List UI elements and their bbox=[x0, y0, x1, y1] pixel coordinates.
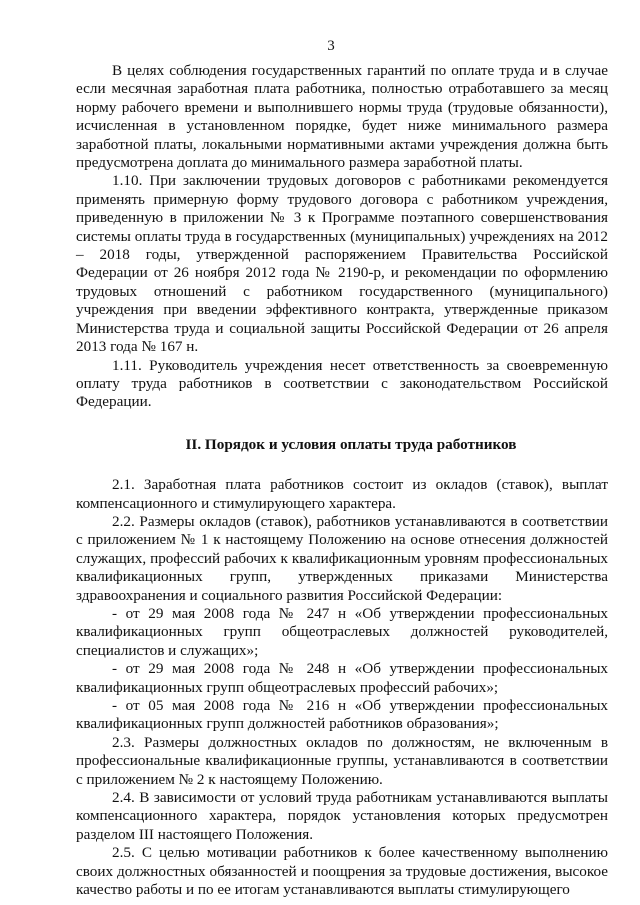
page-number: 3 bbox=[327, 38, 335, 54]
paragraph-min-wage: В целях соблюдения государственных гарантий по оплате труда и в случае если месячная заработная плата работника, полностью отработавшего за месяц норму рабочего времени и выполнившего нормы труда (трудовые обязанности), исчисленная в установленном порядке, будет ниже минимального размера заработной платы, локальными нормативными актами учреждения должна быть предусмотрена доплата до минимального размера заработной платы. bbox=[76, 62, 608, 172]
section-heading: II. Порядок и условия оплаты труда работников bbox=[185, 435, 517, 453]
paragraph-2-1: 2.1. Заработная плата работников состоит из окладов (ставок), выплат компенсационного и стимулирующего характера. bbox=[76, 476, 608, 512]
paragraph-2-2: 2.2. Размеры окладов (ставок), работников устанавливаются в соответствии с приложением № 1 к настоящему Положению на основе отнесения должностей служащих, профессий рабочих к квалификационным уровням профессиональных квалификационных групп, утвержденных приказами Министерства здравоохранения и социального развития Российской Федерации: bbox=[76, 512, 608, 604]
list-item-order-248n: - от 29 мая 2008 года № 248 н «Об утверждении профессиональных квалификационных групп общеотраслевых профессий рабочих»; bbox=[76, 660, 608, 696]
paragraph-2-5: 2.5. С целью мотивации работников к более качественному выполнению своих должностных обязанностей и поощрения за трудовые достижения, высокое качество работы и по ее итогам устанавливаются выплаты стимулирующего bbox=[76, 844, 608, 899]
paragraph-2-3: 2.3. Размеры должностных окладов по должностям, не включенным в профессиональные квалификационные группы, устанавливаются в соответствии с приложением № 2 к настоящему Положению. bbox=[76, 733, 608, 788]
document-body bbox=[76, 62, 608, 899]
paragraph-1-11: 1.11. Руководитель учреждения несет ответственность за своевременную оплату труда работников в соответствии с законодательством Российской Федерации. bbox=[76, 356, 608, 411]
paragraph-2-4: 2.4. В зависимости от условий труда работникам устанавливаются выплаты компенсационного характера, порядок установления которых предусмотрен разделом III настоящего Положения. bbox=[76, 789, 608, 843]
list-item-order-247n: - от 29 мая 2008 года № 247 н «Об утверждении профессиональных квалификационных групп общеотраслевых должностей руководителей, специалистов и служащих»; bbox=[76, 604, 608, 659]
paragraph-1-10: 1.10. При заключении трудовых договоров с работниками рекомендуется применять примерную форму трудового договора с работником учреждения, приведенную в приложении № 3 к Программе поэтапного совершенствования системы оплаты труда в государственных (муниципальных) учреждениях на 2012 – 2018 годы, утвержденной распоряжением Правительства Российской Федерации от 26 ноября 2012 года № 2190-р, и рекомендации по оформлению трудовых отношений с работником государственного (муниципального) учреждения при введении эффективного контракта, утвержденные приказом Министерства труда и социальной защиты Российской Федерации от 26 апреля 2013 года № 167 н. bbox=[76, 172, 608, 356]
list-item-order-216n: - от 05 мая 2008 года № 216 н «Об утверждении профессиональных квалификационных групп должностей работников образования»; bbox=[76, 697, 608, 733]
